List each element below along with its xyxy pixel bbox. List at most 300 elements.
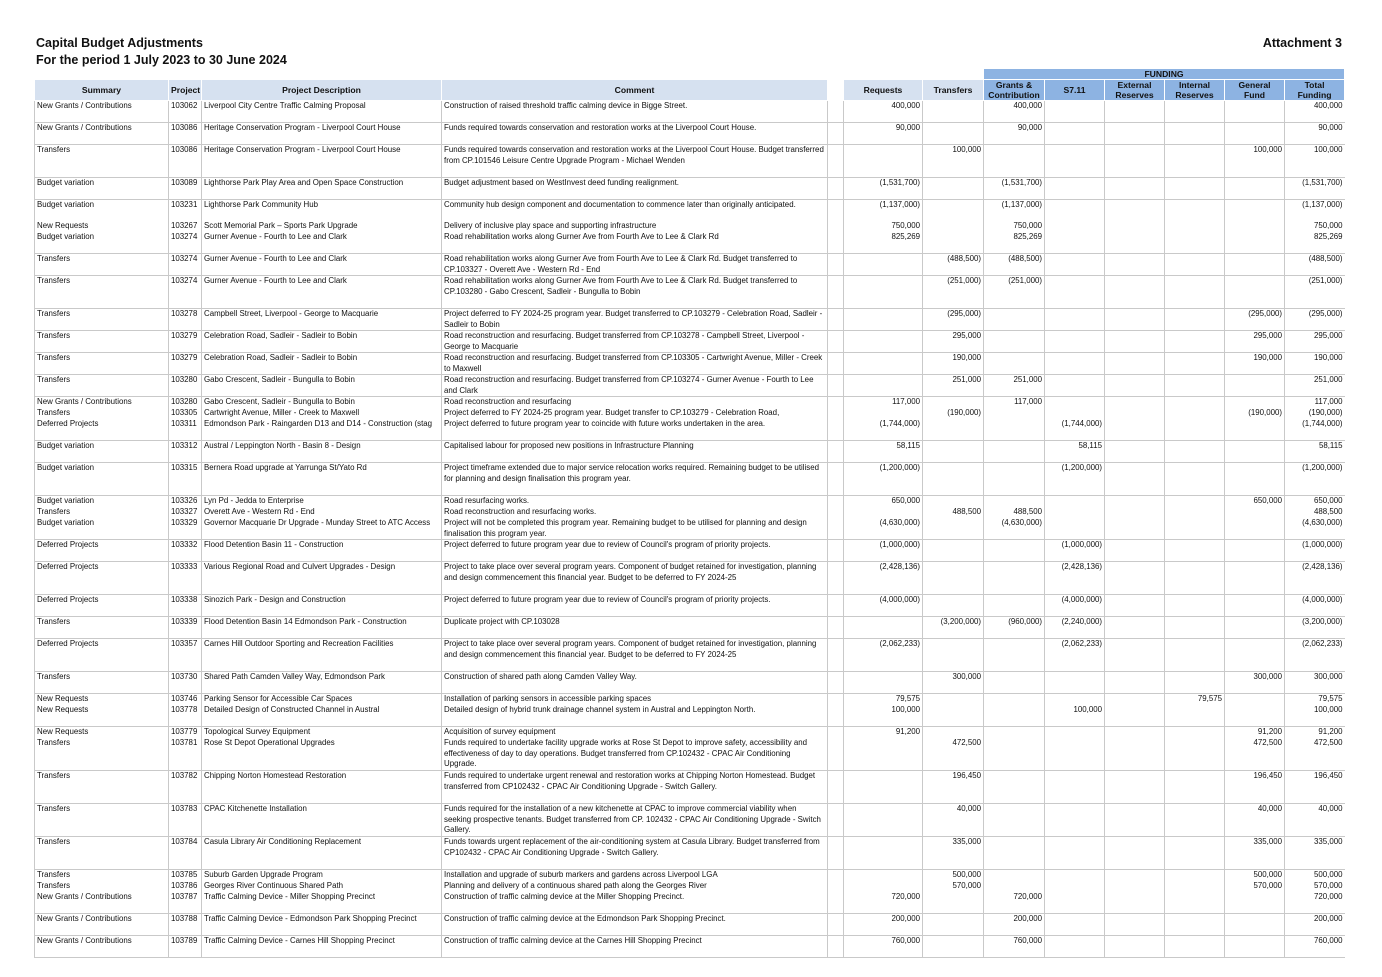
row-comment: Installation of parking sensors in accessible parking spaces (442, 694, 828, 706)
row-internal (1165, 397, 1225, 409)
row-spacer (828, 705, 844, 727)
row-grants (984, 145, 1045, 178)
row-external (1105, 870, 1165, 882)
row-project: 103267 (169, 221, 202, 232)
row-spacer (828, 771, 844, 804)
row-requests (844, 672, 923, 694)
row-requests (844, 375, 923, 397)
col-summary-header: Summary (35, 80, 169, 101)
row-transfers (923, 178, 984, 200)
row-summary: Transfers (35, 771, 169, 804)
row-grants: 750,000 (984, 221, 1045, 232)
row-spacer (828, 507, 844, 518)
row-project: 103338 (169, 595, 202, 617)
row-grants (984, 419, 1045, 441)
row-external (1105, 562, 1165, 595)
row-internal (1165, 463, 1225, 496)
row-summary: Transfers (35, 804, 169, 837)
row-general-fund: 91,200 (1225, 727, 1285, 739)
row-grants (984, 408, 1045, 419)
table-row (35, 617, 1345, 639)
row-spacer (828, 408, 844, 419)
row-comment: Funds required to undertake urgent renewal and restoration works at Chipping Norton Homestead. Budget transferred from CP102432 - CPAC Air Conditioning Upgrade - Switch Gallery. (442, 771, 828, 804)
row-grants (984, 672, 1045, 694)
row-internal (1165, 914, 1225, 936)
row-description: Georges River Continuous Shared Path (202, 881, 442, 892)
row-total: 196,450 (1285, 771, 1345, 804)
row-project: 103089 (169, 178, 202, 200)
row-s711 (1045, 309, 1105, 331)
row-requests: (4,000,000) (844, 595, 923, 617)
row-transfers: (251,000) (923, 276, 984, 309)
row-general-fund (1225, 694, 1285, 706)
row-transfers (923, 123, 984, 145)
row-summary: New Requests (35, 694, 169, 706)
row-internal (1165, 639, 1225, 672)
col-transfers-header: Transfers (923, 80, 984, 101)
row-total: 100,000 (1285, 145, 1345, 178)
row-project: 103787 (169, 892, 202, 914)
row-project: 103785 (169, 870, 202, 882)
row-internal (1165, 540, 1225, 562)
table-row (35, 639, 1345, 672)
table-row (35, 221, 1345, 232)
row-grants (984, 309, 1045, 331)
row-summary: Transfers (35, 672, 169, 694)
table-row (35, 408, 1345, 419)
table-row (35, 881, 1345, 892)
row-project: 103280 (169, 397, 202, 409)
col-total-header: Total Funding (1285, 80, 1345, 101)
row-requests (844, 771, 923, 804)
row-grants (984, 870, 1045, 882)
row-grants (984, 463, 1045, 496)
row-transfers: 300,000 (923, 672, 984, 694)
row-requests (844, 617, 923, 639)
row-spacer (828, 232, 844, 254)
row-external (1105, 496, 1165, 508)
row-requests: 760,000 (844, 936, 923, 958)
attachment-label: Attachment 3 (1262, 36, 1342, 50)
row-comment: Construction of traffic calming device at the Carnes Hill Shopping Precinct (442, 936, 828, 958)
table-row (35, 145, 1345, 178)
row-requests (844, 331, 923, 353)
row-s711 (1045, 771, 1105, 804)
row-summary: Transfers (35, 870, 169, 882)
row-requests: 58,115 (844, 441, 923, 463)
row-spacer (828, 870, 844, 882)
row-spacer (828, 221, 844, 232)
row-requests: (1,137,000) (844, 200, 923, 222)
table-row (35, 178, 1345, 200)
row-total: (2,062,233) (1285, 639, 1345, 672)
row-grants: 400,000 (984, 101, 1045, 123)
row-external (1105, 232, 1165, 254)
row-external (1105, 804, 1165, 837)
row-grants: 90,000 (984, 123, 1045, 145)
table-row (35, 914, 1345, 936)
row-grants (984, 540, 1045, 562)
row-description: Lighthorse Park Community Hub (202, 200, 442, 222)
row-s711: (2,428,136) (1045, 562, 1105, 595)
row-transfers: 570,000 (923, 881, 984, 892)
row-s711 (1045, 507, 1105, 518)
row-total: (1,200,000) (1285, 463, 1345, 496)
row-spacer (828, 881, 844, 892)
row-requests: 117,000 (844, 397, 923, 409)
row-description: Austral / Leppington North - Basin 8 - Design (202, 441, 442, 463)
row-internal (1165, 496, 1225, 508)
row-transfers: 40,000 (923, 804, 984, 837)
row-summary: Deferred Projects (35, 595, 169, 617)
row-comment: Road reconstruction and resurfacing (442, 397, 828, 409)
period-subtitle: For the period 1 July 2023 to 30 June 2024 (36, 53, 287, 67)
row-comment: Budget adjustment based on WestInvest deed funding realignment. (442, 178, 828, 200)
row-total: 100,000 (1285, 705, 1345, 727)
row-summary: Deferred Projects (35, 419, 169, 441)
row-general-fund (1225, 639, 1285, 672)
row-project: 103274 (169, 276, 202, 309)
table-row (35, 694, 1345, 706)
row-general-fund (1225, 892, 1285, 914)
table-row (35, 936, 1345, 958)
row-grants (984, 694, 1045, 706)
row-internal (1165, 738, 1225, 771)
row-total: 760,000 (1285, 936, 1345, 958)
row-description: CPAC Kitchenette Installation (202, 804, 442, 837)
row-s711 (1045, 518, 1105, 540)
row-general-fund (1225, 232, 1285, 254)
row-grants: 200,000 (984, 914, 1045, 936)
title-block (36, 35, 287, 69)
row-grants (984, 705, 1045, 727)
row-comment: Road reconstruction and resurfacing. Budget transferred from CP.103274 - Gurner Avenue - Fourth to Lee and Clark (442, 375, 828, 397)
row-comment: Construction of shared path along Camden Valley Way. (442, 672, 828, 694)
row-external (1105, 727, 1165, 739)
row-external (1105, 540, 1165, 562)
row-external (1105, 276, 1165, 309)
row-general-fund: (190,000) (1225, 408, 1285, 419)
row-summary: New Grants / Contributions (35, 101, 169, 123)
row-s711 (1045, 408, 1105, 419)
table-row (35, 705, 1345, 727)
row-grants (984, 595, 1045, 617)
row-comment: Detailed design of hybrid trunk drainage channel system in Austral and Leppington North. (442, 705, 828, 727)
row-project: 103783 (169, 804, 202, 837)
row-general-fund (1225, 101, 1285, 123)
row-internal (1165, 221, 1225, 232)
table-row (35, 353, 1345, 375)
row-external (1105, 178, 1165, 200)
row-description: Edmondson Park - Raingarden D13 and D14 - Construction (stag (202, 419, 442, 441)
row-description: Gurner Avenue - Fourth to Lee and Clark (202, 276, 442, 309)
row-total: 79,575 (1285, 694, 1345, 706)
col-requests-header: Requests (844, 80, 923, 101)
row-requests: 79,575 (844, 694, 923, 706)
col-grants-header: Grants & Contribution (984, 80, 1045, 101)
row-requests (844, 309, 923, 331)
row-internal (1165, 276, 1225, 309)
row-comment: Project to take place over several program years. Component of budget retained for investigation, planning and design commencement this financial year. Budget to be deferred to FY 2024-25 (442, 639, 828, 672)
row-total: 251,000 (1285, 375, 1345, 397)
row-general-fund (1225, 914, 1285, 936)
row-external (1105, 694, 1165, 706)
row-spacer (828, 375, 844, 397)
row-requests (844, 254, 923, 276)
table-body (35, 101, 1345, 958)
row-comment: Project deferred to FY 2024-25 program year. Budget transfer to CP.103279 - Celebration Road, (442, 408, 828, 419)
row-external (1105, 353, 1165, 375)
row-summary: Transfers (35, 617, 169, 639)
row-external (1105, 595, 1165, 617)
row-project: 103730 (169, 672, 202, 694)
row-transfers (923, 441, 984, 463)
row-general-fund (1225, 441, 1285, 463)
row-general-fund (1225, 463, 1285, 496)
row-requests: (1,531,700) (844, 178, 923, 200)
row-comment: Community hub design component and documentation to commence later than originally anticipated. (442, 200, 828, 222)
row-requests: 400,000 (844, 101, 923, 123)
row-summary: Budget variation (35, 496, 169, 508)
row-grants (984, 804, 1045, 837)
row-transfers (923, 914, 984, 936)
col-external-header: External Reserves (1105, 80, 1165, 101)
row-grants: 251,000 (984, 375, 1045, 397)
row-summary: New Requests (35, 705, 169, 727)
row-description: Detailed Design of Constructed Channel in Austral (202, 705, 442, 727)
row-external (1105, 705, 1165, 727)
row-project: 103333 (169, 562, 202, 595)
row-description: Sinozich Park - Design and Construction (202, 595, 442, 617)
row-project: 103062 (169, 101, 202, 123)
row-transfers: (3,200,000) (923, 617, 984, 639)
row-summary: New Grants / Contributions (35, 397, 169, 409)
row-s711 (1045, 672, 1105, 694)
row-s711: 58,115 (1045, 441, 1105, 463)
row-transfers: 100,000 (923, 145, 984, 178)
row-grants: (251,000) (984, 276, 1045, 309)
row-comment: Funds required to undertake facility upgrade works at Rose St Depot to improve safety, accessibility and effectiveness of day to day operations. Budget transferred from CP.102432 - CPAC Air Conditioning Upgrade. (442, 738, 828, 771)
row-external (1105, 639, 1165, 672)
row-comment: Road resurfacing works. (442, 496, 828, 508)
row-internal (1165, 936, 1225, 958)
row-s711 (1045, 738, 1105, 771)
row-general-fund (1225, 562, 1285, 595)
row-description: Parking Sensor for Accessible Car Spaces (202, 694, 442, 706)
row-s711: (2,062,233) (1045, 639, 1105, 672)
row-transfers (923, 200, 984, 222)
row-transfers: (295,000) (923, 309, 984, 331)
row-description: Overett Ave - Western Rd - End (202, 507, 442, 518)
row-summary: Budget variation (35, 200, 169, 222)
row-internal (1165, 771, 1225, 804)
row-grants: 117,000 (984, 397, 1045, 409)
row-comment: Project deferred to FY 2024-25 program year. Budget transferred to CP.103279 - Celebration Road, Sadleir - Sadleir to Bobin (442, 309, 828, 331)
row-comment: Project deferred to future program year due to review of Council's program of priority projects. (442, 595, 828, 617)
row-project: 103781 (169, 738, 202, 771)
row-description: Campbell Street, Liverpool - George to Macquarie (202, 309, 442, 331)
row-s711 (1045, 331, 1105, 353)
row-requests (844, 145, 923, 178)
row-description: Various Regional Road and Culvert Upgrades - Design (202, 562, 442, 595)
row-general-fund (1225, 936, 1285, 958)
row-summary: Transfers (35, 408, 169, 419)
row-spacer (828, 617, 844, 639)
row-requests (844, 881, 923, 892)
row-grants: (488,500) (984, 254, 1045, 276)
row-internal (1165, 200, 1225, 222)
row-comment: Construction of traffic calming device at the Miller Shopping Precinct. (442, 892, 828, 914)
row-general-fund: 190,000 (1225, 353, 1285, 375)
row-s711 (1045, 694, 1105, 706)
row-requests: 650,000 (844, 496, 923, 508)
row-comment: Project will not be completed this program year. Remaining budget to be utilised for planning and design finalisation this program year. (442, 518, 828, 540)
row-internal (1165, 507, 1225, 518)
row-s711 (1045, 353, 1105, 375)
row-general-fund: 500,000 (1225, 870, 1285, 882)
row-s711: (1,000,000) (1045, 540, 1105, 562)
row-project: 103280 (169, 375, 202, 397)
row-total: 300,000 (1285, 672, 1345, 694)
row-requests: 200,000 (844, 914, 923, 936)
row-requests (844, 507, 923, 518)
row-external (1105, 375, 1165, 397)
row-general-fund (1225, 540, 1285, 562)
row-project: 103279 (169, 331, 202, 353)
table-row (35, 441, 1345, 463)
row-spacer (828, 540, 844, 562)
row-comment: Construction of traffic calming device at the Edmondson Park Shopping Precinct. (442, 914, 828, 936)
row-description: Shared Path Camden Valley Way, Edmondson Park (202, 672, 442, 694)
row-external (1105, 837, 1165, 870)
row-s711 (1045, 837, 1105, 870)
row-internal (1165, 375, 1225, 397)
row-comment: Road reconstruction and resurfacing. Budget transferred from CP.103305 - Cartwright Avenue, Miller - Creek to Maxwell (442, 353, 828, 375)
row-requests: (2,428,136) (844, 562, 923, 595)
row-description: Bernera Road upgrade at Yarrunga St/Yato Rd (202, 463, 442, 496)
table-row (35, 419, 1345, 441)
row-summary: Transfers (35, 738, 169, 771)
row-description: Topological Survey Equipment (202, 727, 442, 739)
row-comment: Project deferred to future program year due to review of Council's program of priority projects. (442, 540, 828, 562)
row-spacer (828, 254, 844, 276)
row-general-fund (1225, 254, 1285, 276)
row-grants (984, 881, 1045, 892)
row-spacer (828, 123, 844, 145)
row-s711: (1,744,000) (1045, 419, 1105, 441)
row-internal (1165, 837, 1225, 870)
row-grants: (1,531,700) (984, 178, 1045, 200)
row-general-fund (1225, 375, 1285, 397)
row-external (1105, 145, 1165, 178)
row-external (1105, 892, 1165, 914)
row-project: 103778 (169, 705, 202, 727)
row-transfers (923, 397, 984, 409)
row-s711 (1045, 221, 1105, 232)
row-transfers (923, 705, 984, 727)
row-internal (1165, 178, 1225, 200)
row-comment: Funds required towards conservation and restoration works at the Liverpool Court House. Budget transferred from CP.101546 Leisure Centre Upgrade Program - Michael Wenden (442, 145, 828, 178)
row-spacer (828, 397, 844, 409)
row-transfers: 295,000 (923, 331, 984, 353)
row-grants: (960,000) (984, 617, 1045, 639)
row-transfers (923, 463, 984, 496)
row-project: 103315 (169, 463, 202, 496)
table-row (35, 123, 1345, 145)
row-total: 117,000 (1285, 397, 1345, 409)
row-summary: Budget variation (35, 463, 169, 496)
budget-table (34, 68, 1345, 958)
row-description: Traffic Calming Device - Miller Shopping Precinct (202, 892, 442, 914)
table-row (35, 463, 1345, 496)
row-grants (984, 738, 1045, 771)
row-comment: Capitalised labour for proposed new positions in Infrastructure Planning (442, 441, 828, 463)
row-general-fund: 472,500 (1225, 738, 1285, 771)
row-total: (2,428,136) (1285, 562, 1345, 595)
table-row (35, 727, 1345, 739)
row-external (1105, 397, 1165, 409)
col-comment-header: Comment (442, 80, 828, 101)
table-row (35, 200, 1345, 222)
row-total: (4,000,000) (1285, 595, 1345, 617)
row-spacer (828, 595, 844, 617)
row-external (1105, 419, 1165, 441)
row-requests (844, 837, 923, 870)
row-requests: 825,269 (844, 232, 923, 254)
row-spacer (828, 200, 844, 222)
table-row (35, 331, 1345, 353)
row-transfers (923, 936, 984, 958)
row-summary: New Requests (35, 727, 169, 739)
row-summary: Budget variation (35, 232, 169, 254)
row-external (1105, 507, 1165, 518)
row-description: Chipping Norton Homestead Restoration (202, 771, 442, 804)
row-internal (1165, 331, 1225, 353)
row-project: 103746 (169, 694, 202, 706)
row-comment: Funds towards urgent replacement of the air-conditioning system at Casula Library. Budget transferred from CP102432 - CPAC Air Conditioning Upgrade - Switch Gallery. (442, 837, 828, 870)
row-description: Gurner Avenue - Fourth to Lee and Clark (202, 254, 442, 276)
row-spacer (828, 936, 844, 958)
row-summary: Transfers (35, 309, 169, 331)
table-row (35, 309, 1345, 331)
row-transfers (923, 639, 984, 672)
row-internal (1165, 595, 1225, 617)
funding-group-header: FUNDING (984, 69, 1345, 80)
row-transfers: 335,000 (923, 837, 984, 870)
row-total: (190,000) (1285, 408, 1345, 419)
row-project: 103086 (169, 145, 202, 178)
row-total: 190,000 (1285, 353, 1345, 375)
row-general-fund: (295,000) (1225, 309, 1285, 331)
page-title: Capital Budget Adjustments (36, 36, 203, 50)
row-external (1105, 617, 1165, 639)
row-internal (1165, 881, 1225, 892)
row-general-fund (1225, 178, 1285, 200)
table-row (35, 507, 1345, 518)
row-comment: Road reconstruction and resurfacing works. (442, 507, 828, 518)
row-s711 (1045, 254, 1105, 276)
row-project: 103279 (169, 353, 202, 375)
row-project: 103789 (169, 936, 202, 958)
row-spacer (828, 496, 844, 508)
row-transfers (923, 419, 984, 441)
col-description-header: Project Description (202, 80, 442, 101)
row-transfers: (190,000) (923, 408, 984, 419)
row-external (1105, 331, 1165, 353)
row-external (1105, 771, 1165, 804)
table-row (35, 397, 1345, 409)
row-internal (1165, 705, 1225, 727)
